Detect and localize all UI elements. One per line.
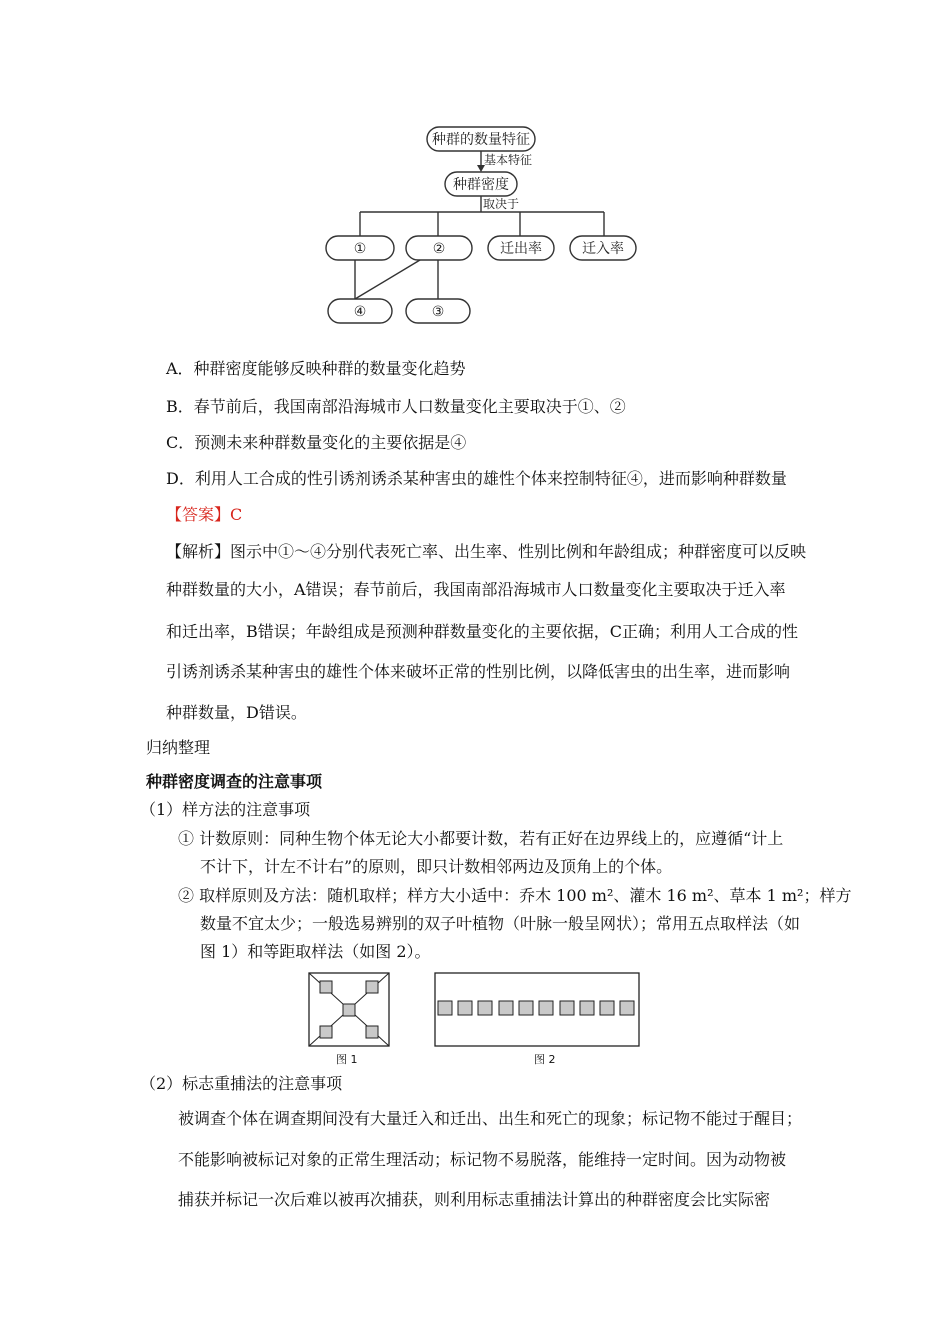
analysis-line-2: 种群数量的大小，A错误；春节前后，我国南部沿海城市人口数量变化主要取决于迁入率	[166, 580, 786, 599]
figure-2-caption: 图 2	[534, 1053, 556, 1066]
label-node-3: ③	[431, 304, 445, 320]
section-1-item-1-line-2: 不计下，计左不计右”的原则，即只计数相邻两边及顶角上的个体。	[200, 857, 673, 876]
analysis-line-1: 【解析】图示中①～④分别代表死亡率、出生率、性别比例和年龄组成；种群密度可以反映	[166, 542, 807, 561]
analysis-line-3: 和迁出率，B错误；年龄组成是预测种群数量变化的主要依据，C正确；利用人工合成的性	[166, 622, 799, 641]
label-node-4: ④	[353, 304, 367, 320]
sample-square	[343, 1004, 355, 1016]
sample-square	[458, 1001, 472, 1015]
section-2-line-2: 不能影响被标记对象的正常生理活动；标记物不易脱落，能维持一定时间。因为动物被	[178, 1150, 787, 1169]
sample-square	[499, 1001, 513, 1015]
sample-square	[539, 1001, 553, 1015]
answer-value: C	[230, 505, 243, 524]
figure-1-caption: 图 1	[336, 1053, 358, 1066]
figure-1-five-point-sampling	[308, 972, 390, 1048]
option-b: B．春节前后，我国南部沿海城市人口数量变化主要取决于①、②	[166, 397, 626, 416]
sample-square	[620, 1001, 634, 1015]
sample-square	[478, 1001, 492, 1015]
option-a: A．种群密度能够反映种群的数量变化趋势	[166, 359, 466, 378]
sample-square	[366, 981, 378, 993]
label-emigration-rate: 迁出率	[500, 241, 542, 257]
edge-label-depends-on: 取决于	[483, 197, 520, 211]
analysis-line-4: 引诱剂诱杀某种害虫的雄性个体来破坏正常的性别比例，以降低害虫的出生率，进而影响	[166, 662, 791, 681]
population-concept-diagram	[300, 115, 660, 335]
label-population-density: 种群密度	[453, 177, 509, 193]
section-1-title: （1）样方法的注意事项	[140, 800, 311, 819]
label-immigration-rate: 迁入率	[582, 241, 624, 257]
analysis-line-5: 种群数量，D错误。	[166, 703, 307, 722]
sample-square	[560, 1001, 574, 1015]
label-quantity-features: 种群的数量特征	[432, 132, 530, 148]
answer-line	[166, 505, 242, 525]
edge-label-basic-feature: 基本特征	[484, 153, 533, 167]
section-1-item-1-line-1: ① 计数原则：同种生物个体无论大小都要计数，若有正好在边界线上的，应遵循“计上	[178, 829, 784, 848]
sample-square	[580, 1001, 594, 1015]
sample-square	[519, 1001, 533, 1015]
answer-label: 【答案】	[166, 505, 231, 524]
label-node-1: ①	[353, 241, 367, 257]
section-2-title: （2）标志重捕法的注意事项	[140, 1074, 343, 1093]
option-c: C．预测未来种群数量变化的主要依据是④	[166, 433, 467, 452]
sample-square	[366, 1026, 378, 1038]
figure-2-equidistant-sampling	[434, 972, 640, 1048]
section-2-line-3: 捕获并标记一次后难以被再次捕获，则利用标志重捕法计算出的种群密度会比实际密	[178, 1190, 771, 1209]
summary-heading: 归纳整理	[146, 738, 211, 757]
label-node-2: ②	[432, 241, 446, 257]
sample-square	[320, 1026, 332, 1038]
sample-square	[320, 981, 332, 993]
section-2-line-1: 被调查个体在调查期间没有大量迁入和迁出、出生和死亡的现象；标记物不能过于醒目；	[178, 1109, 803, 1128]
section-1-item-2-line-2: 数量不宜太少；一般选易辨别的双子叶植物（叶脉一般呈网状）；常用五点取样法（如	[200, 914, 801, 933]
section-1-item-2-line-3: 图 1）和等距取样法（如图 2）。	[200, 942, 431, 961]
option-d: D．利用人工合成的性引诱剂诱杀某种害虫的雄性个体来控制特征④，进而影响种群数量	[166, 469, 787, 488]
section-1-item-2-line-1: ② 取样原则及方法：随机取样；样方大小适中：乔木 100 m²、灌木 16 m²、草本 1 m²；样方	[178, 886, 852, 905]
sample-square	[600, 1001, 614, 1015]
summary-title: 种群密度调查的注意事项	[146, 772, 323, 791]
sample-square	[438, 1001, 452, 1015]
